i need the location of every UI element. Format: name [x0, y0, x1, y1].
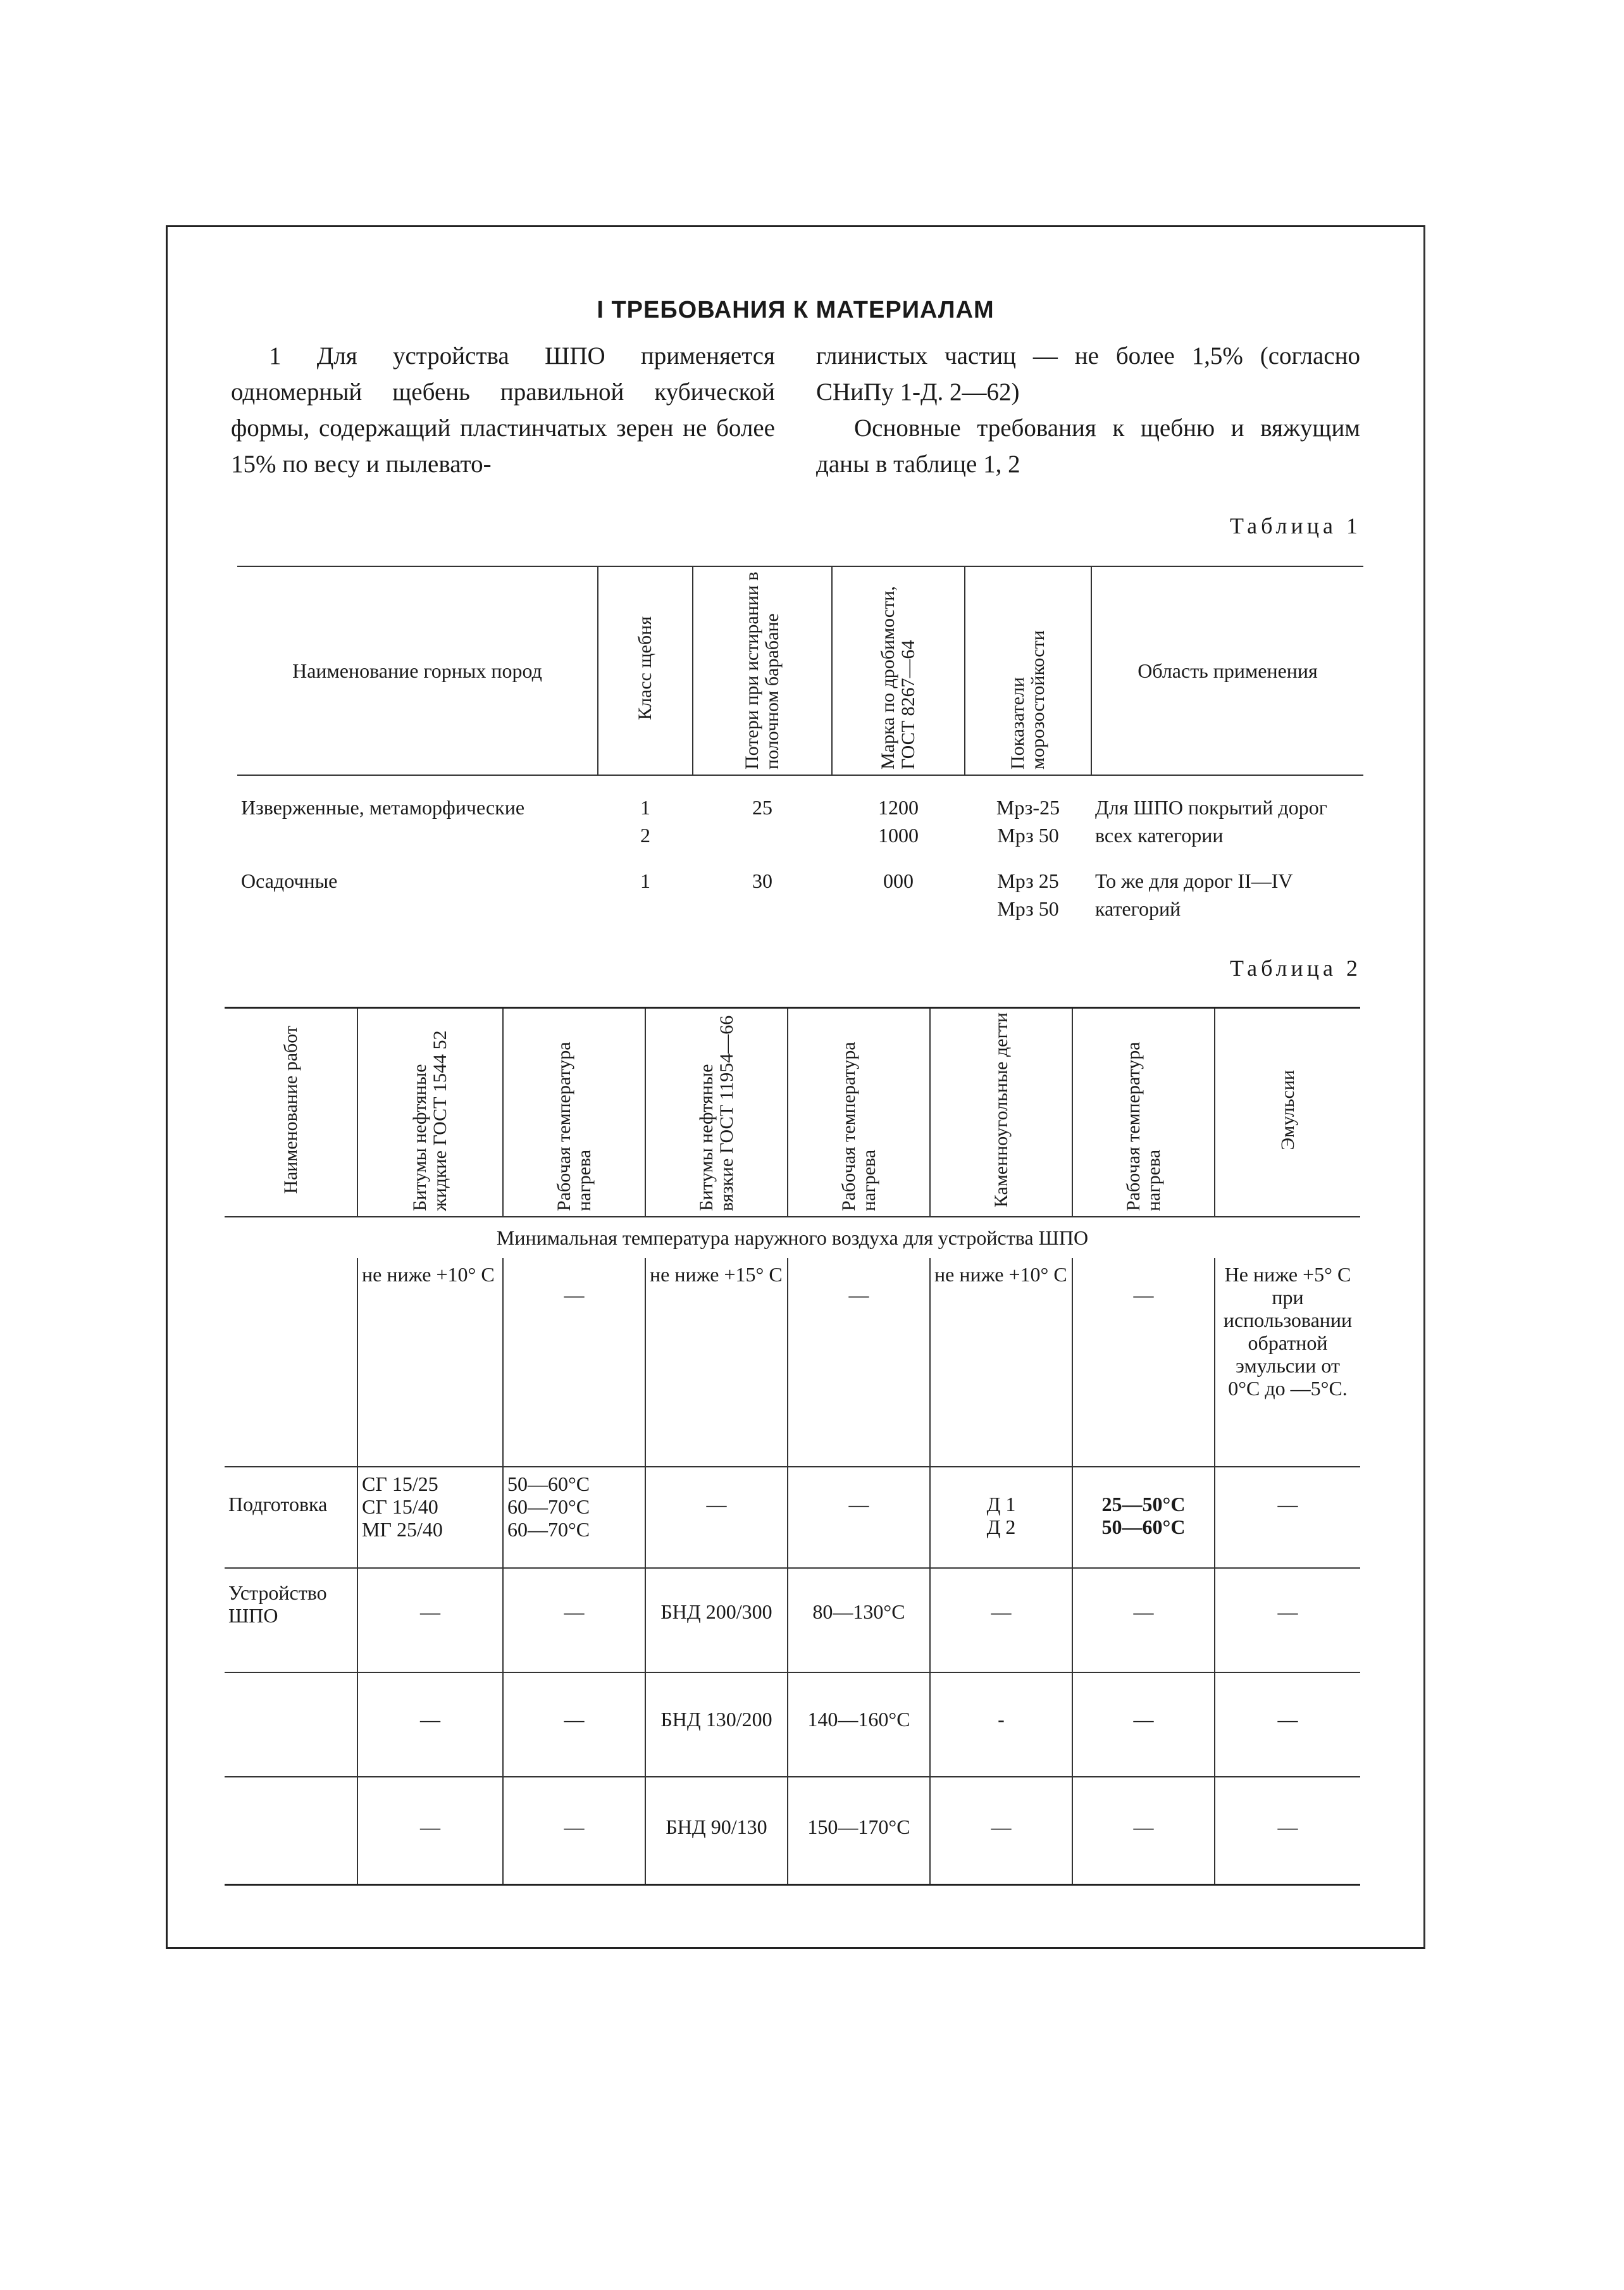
intro-right-column [816, 338, 1360, 482]
table1-cell-class: 1 2 [640, 796, 650, 847]
table2-cell: — [645, 1467, 788, 1568]
table2-cell: — [357, 1568, 503, 1672]
table1-caption: Таблица 1 [1230, 513, 1361, 538]
table2-header-row [225, 1008, 1360, 1217]
table2-cell: — [1072, 1258, 1215, 1467]
table2-header-emulsions: Эмульсии [1215, 1008, 1360, 1217]
table1-cell-name: Изверженные, метаморфические [241, 796, 525, 819]
table2-cell: — [1072, 1568, 1215, 1672]
table2-cell-works: Подготовка [225, 1467, 357, 1568]
table2-cell: не ниже +15° С [645, 1258, 788, 1467]
table2-header-tar: Каменноугольные дегти [930, 1008, 1072, 1217]
table1-cell-frost: Мрз-25 Мрз 50 [996, 796, 1060, 847]
table2-cell: — [930, 1777, 1072, 1884]
table2-header-viscous-bitumen: Битумы нефтяные вязкие ГОСТ 11954—66 [645, 1008, 788, 1217]
intro-left-column [231, 338, 775, 482]
table1-cell-frost: Мрз 25 Мрз 50 [997, 869, 1059, 920]
table1 [237, 566, 1363, 923]
table-row [237, 775, 1363, 849]
table1-cell-name: Осадочные [241, 869, 338, 892]
intro-paragraph-1: 1 Для устройства ШПО применяется одномерный щебень правильной кубической формы, содержащий пластинчатых зерен не более 15% по весу и пылевато- [231, 342, 775, 478]
table2-header-liquid-bitumen: Битумы нефтяные жидкие ГОСТ 1544 52 [357, 1008, 503, 1217]
table2-cell: 80—130°С [788, 1568, 930, 1672]
table2-cell: СГ 15/25 СГ 15/40 МГ 25/40 [357, 1467, 503, 1568]
table2-header-temp-3: Рабочая температура нагрева [1072, 1008, 1215, 1217]
table2-cell: — [503, 1777, 645, 1884]
table2-cell: — [788, 1467, 930, 1568]
table2-cell: — [1215, 1672, 1360, 1777]
table2-cell-works [225, 1777, 357, 1884]
table1-header-area: Область применения [1091, 566, 1363, 775]
table2-cell: не ниже +10° С [930, 1258, 1072, 1467]
table1-header-class: Класс щебня [598, 566, 693, 775]
table1-header-name: Наименование горных пород [292, 659, 542, 682]
table-row [237, 849, 1363, 923]
table2-cell: — [788, 1258, 930, 1467]
table2-cell: БНД 200/300 [645, 1568, 788, 1672]
table2-cell: не ниже +10° С [357, 1258, 503, 1467]
table-row [225, 1568, 1360, 1672]
table2-cell: БНД 130/200 [645, 1672, 788, 1777]
table2-cell: 25—50°С 50—60°С [1072, 1467, 1215, 1568]
table2-header-temp-1: Рабочая температура нагрева [503, 1008, 645, 1217]
table2-cell: — [357, 1777, 503, 1884]
intro-paragraph-2: Основные требования к щебню и вяжущим даны в таблице 1, 2 [816, 414, 1360, 478]
table1-header-row [237, 566, 1363, 775]
table-row [225, 1467, 1360, 1568]
table2-cell: — [1215, 1467, 1360, 1568]
table2-cell: — [1072, 1777, 1215, 1884]
table1-header-frost: Показатели морозостойкости [965, 566, 1091, 775]
table2-header-works: Наименование работ [280, 1026, 301, 1194]
table1-cell-loss: 25 [752, 796, 772, 819]
table2-cell-works: Устройство ШПО [225, 1568, 357, 1672]
table2-cell: — [1215, 1568, 1360, 1672]
table2-cell: 150—170°С [788, 1777, 930, 1884]
table1-cell-area: Для ШПО покрытий дорог всех категории [1095, 796, 1327, 847]
page-frame [166, 225, 1425, 1949]
table1-cell-mark: 000 [883, 869, 914, 892]
table2-cell: Д 1 Д 2 [930, 1467, 1072, 1568]
table2-span-title: Минимальная температура наружного воздуха для устройства ШПО [496, 1226, 1089, 1249]
table2-cell: — [503, 1568, 645, 1672]
table-row [225, 1777, 1360, 1884]
table2-cell: - [930, 1672, 1072, 1777]
table1-header-loss: Потери при истирании в полочном барабане [693, 566, 832, 775]
section-title: I ТРЕБОВАНИЯ К МАТЕРИАЛАМ [597, 297, 995, 323]
table2-cell: — [503, 1258, 645, 1467]
table1-header-mark: Марка по дробимости, ГОСТ 8267—64 [832, 566, 965, 775]
table2-cell [225, 1258, 357, 1467]
table2-cell: 50—60°С 60—70°С 60—70°С [503, 1467, 645, 1568]
table-row [225, 1258, 1360, 1467]
table2-cell: — [1215, 1777, 1360, 1884]
table2-header-temp-2: Рабочая температура нагрева [788, 1008, 930, 1217]
table2-cell-works [225, 1672, 357, 1777]
table2-caption: Таблица 2 [1230, 955, 1361, 981]
table2-span-row [225, 1217, 1360, 1258]
table1-cell-loss: 30 [752, 869, 772, 892]
table2-cell: — [930, 1568, 1072, 1672]
table2-cell: Не ниже +5° С при использовании обратной эмульсии от 0°С до —5°С. [1215, 1258, 1360, 1467]
table1-cell-class: 1 [640, 869, 650, 892]
intro-paragraph-1-cont: глинистых частиц — не более 1,5% (согласно СНиПу 1-Д. 2—62) [816, 342, 1360, 406]
table2 [225, 1007, 1360, 1886]
table2-cell: 140—160°С [788, 1672, 930, 1777]
table1-cell-mark: 1200 1000 [878, 796, 919, 847]
table2-cell: — [503, 1672, 645, 1777]
table1-cell-area: То же для дорог II—IV категорий [1095, 869, 1292, 920]
table-row [225, 1672, 1360, 1777]
table2-cell: — [1072, 1672, 1215, 1777]
table2-cell: БНД 90/130 [645, 1777, 788, 1884]
table2-cell: — [357, 1672, 503, 1777]
